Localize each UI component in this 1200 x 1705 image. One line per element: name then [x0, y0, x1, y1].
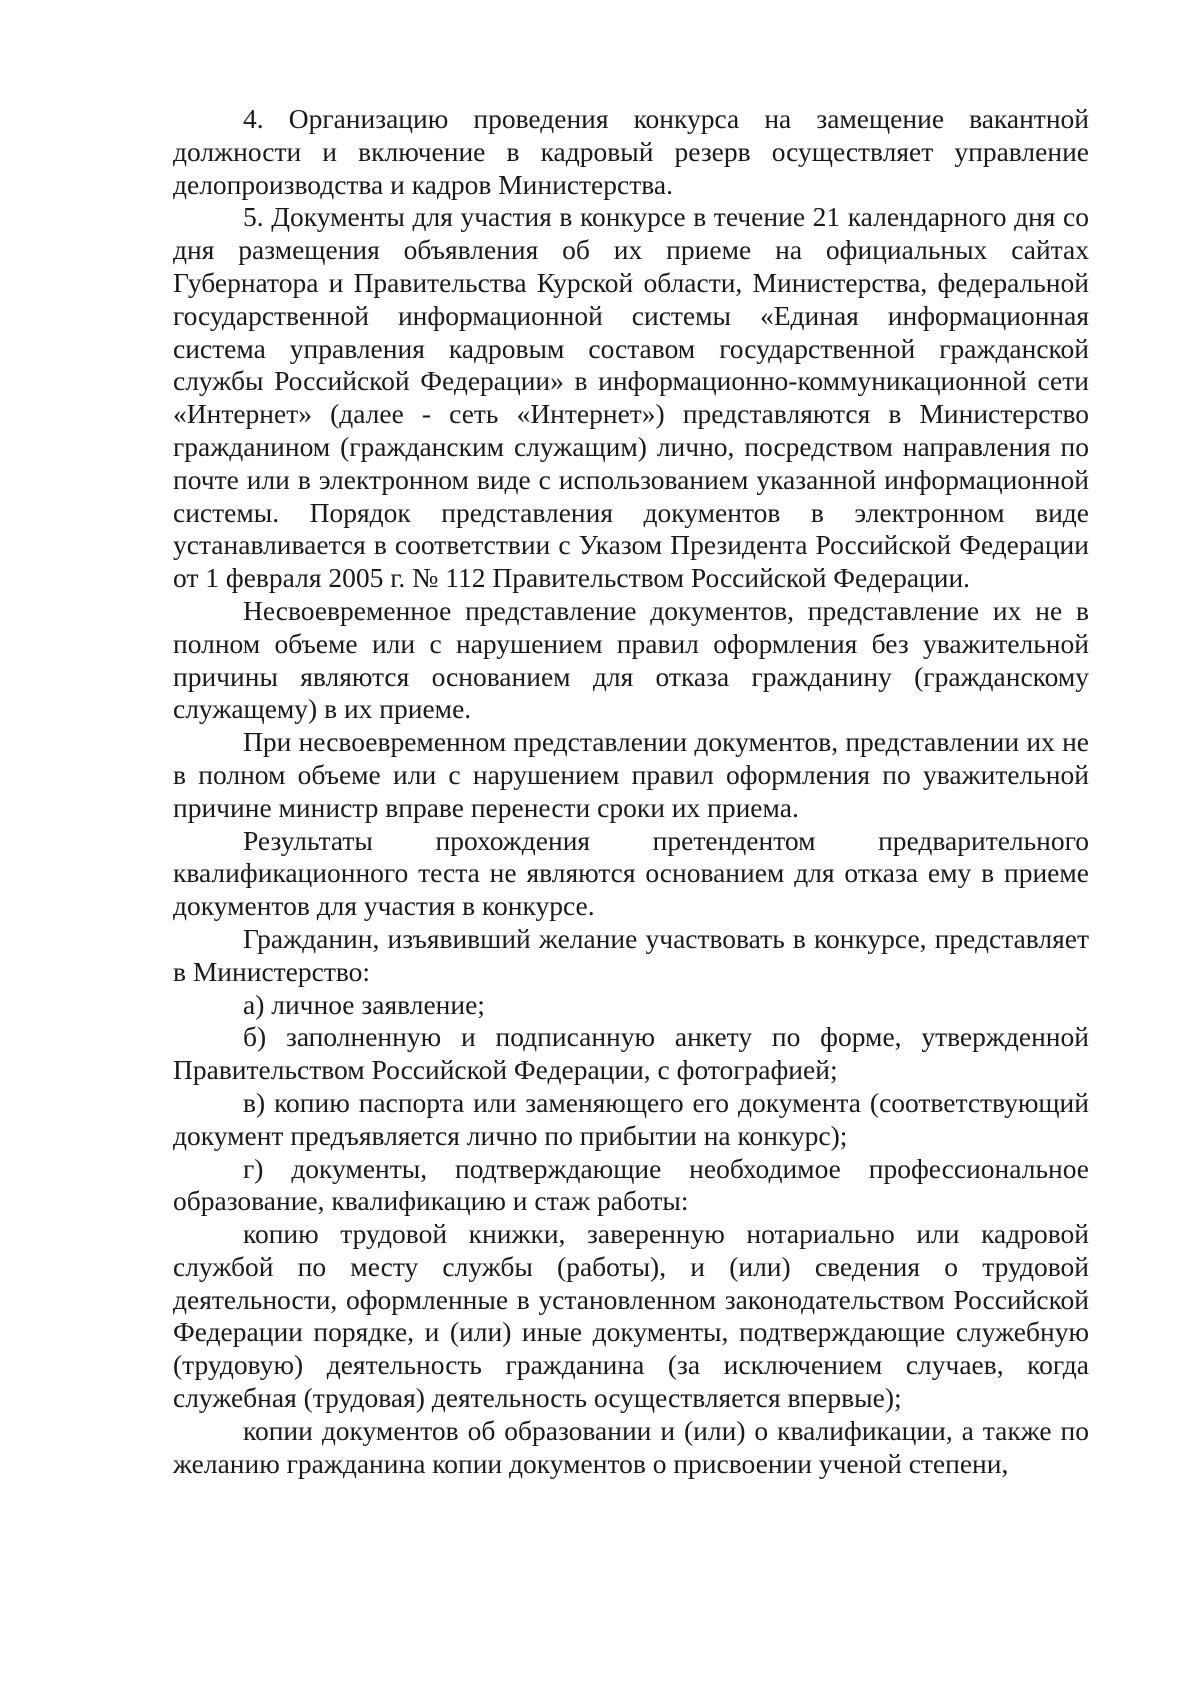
list-item-b: б) заполненную и подписанную анкету по форме, утвержденной Правительством Российской Федерации, с фотографией; [173, 1021, 1089, 1086]
paragraph-citizen-submits: Гражданин, изъявивший желание участвовать в конкурсе, представляет в Министерство: [173, 922, 1089, 987]
list-item-g: г) документы, подтверждающие необходимое профессиональное образование, квалификацию и стаж работы: [173, 1152, 1089, 1217]
paragraph-employment-record: копию трудовой книжки, заверенную нотариально или кадровой службой по месту службы (работы), и (или) сведения о трудовой деятельности, оформленные в установленном законодательством Российской Федерации порядке, и (или) иные документы, подтверждающие служебную (трудовую) деятельность гражданина (за исключением случаев, когда служебная (трудовая) деятельность осуществляется впервые); [173, 1218, 1089, 1414]
paragraph-item-4: 4. Организацию проведения конкурса на замещение вакантной должности и включение в кадровый резерв осуществляет управление делопроизводства и кадров Министерства. [173, 103, 1089, 200]
list-item-a: а) личное заявление; [243, 988, 485, 1020]
paragraph-test-results: Результаты прохождения претендентом предварительного квалификационного теста не являются основанием для отказа ему в приеме документов для участия в конкурсе. [173, 824, 1089, 922]
paragraph-education-documents: копии документов об образовании и (или) о квалификации, а также по желанию гражданина копии документов о присвоении ученой степени, [173, 1414, 1089, 1479]
paragraph-item-5: 5. Документы для участия в конкурсе в течение 21 календарного дня со дня размещения объявления об их приеме на официальных сайтах Губернатора и Правительства Курской области, Министерства, федеральной государственной информационной системы «Единая информационная система управления кадровым составом государственной гражданской службы Российской Федерации» в информационно-коммуникационной сети «Интернет» (далее - сеть «Интернет») представляются в Министерство гражданином (гражданским служащим) лично, посредством направления по почте или в электронном виде с использованием указанной информационной системы. Порядок представления документов в электронном виде устанавливается в соответствии с Указом Президента Российской Федерации от 1 февраля 2005 г. № 112 Правительством Российской Федерации. [173, 201, 1089, 594]
paragraph-late-submission: Несвоевременное представление документов, представление их не в полном объеме или с нарушением правил оформления без уважительной причины являются основанием для отказа гражданину (гражданскому служащему) в их приеме. [173, 594, 1089, 725]
paragraph-valid-reason: При несвоевременном представлении документов, представлении их не в полном объеме или с нарушением правил оформления по уважительной причине министр вправе перенести сроки их приема. [173, 726, 1089, 823]
list-item-v: в) копию паспорта или заменяющего его документа (соответствующий документ предъявляется лично по прибытии на конкурс); [173, 1086, 1089, 1151]
document-body [173, 103, 1089, 1480]
